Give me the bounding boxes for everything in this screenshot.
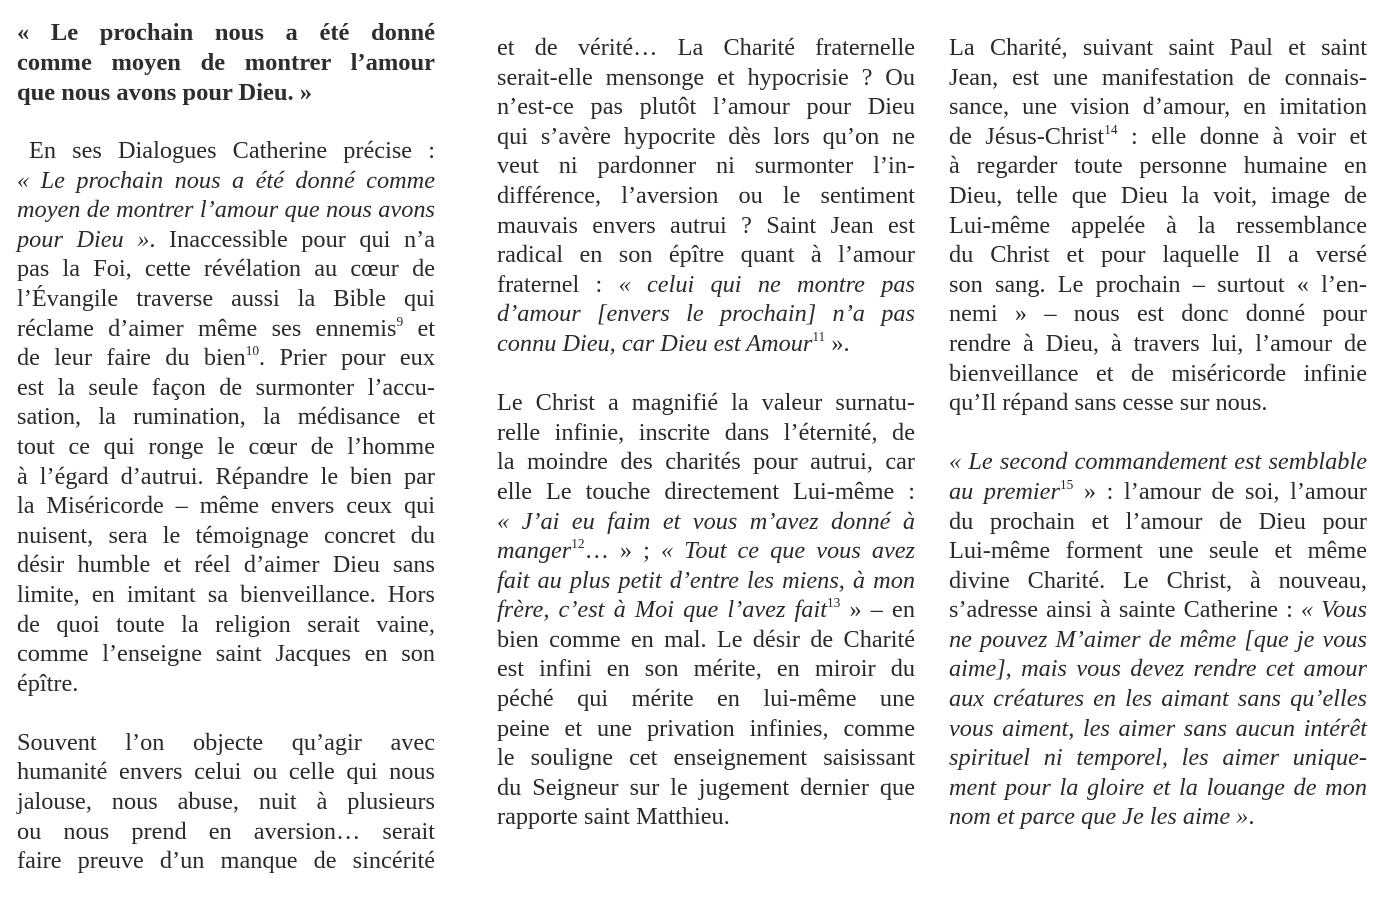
- text-line: peine et une privation infinies, comme: [497, 714, 915, 742]
- text-line: comme l’enseigne saint Jacques en son: [17, 640, 435, 668]
- text-line: péché qui mérite en lui-même une: [497, 685, 915, 713]
- text-line: nuisent, sera le témoignage concret du: [17, 521, 435, 549]
- text-line: divine Charité. Le Christ, à nouveau,: [949, 566, 1367, 594]
- footnote-ref[interactable]: 15: [1059, 476, 1074, 492]
- text-line: [17, 314, 435, 344]
- text-line: mauvais envers autrui ? Saint Jean est: [497, 211, 915, 239]
- text-line: est infini en son mérite, en miroir du: [497, 655, 915, 683]
- body-text: … » ;: [584, 537, 661, 565]
- text-line: différence, l’aversion ou le sentiment: [497, 181, 915, 209]
- text-line: [949, 122, 1367, 152]
- quote-text: vous aiment, les aimer sans aucun intérêt: [949, 714, 1367, 742]
- quote-text: fait au plus petit d’entre les miens, à mon: [497, 566, 915, 594]
- text-line: [497, 566, 915, 596]
- text-line: qu’Il répand sans cesse sur nous.: [949, 389, 1268, 417]
- heading-line: « Le prochain nous a été donné: [17, 19, 435, 46]
- quote-text: ment pour la gloire et la louange de mon: [949, 773, 1367, 801]
- text-line: bien comme en mal. Le désir de Charité: [497, 625, 915, 653]
- text-line: [949, 714, 1367, 744]
- text-line: son sang. Le prochain – surtout « l’en-: [949, 270, 1367, 298]
- footnote-ref[interactable]: 11: [812, 328, 826, 344]
- body-text: réclame d’aimer même ses ennemis: [17, 314, 397, 342]
- column-1: [17, 18, 435, 876]
- text-line: sation, la rumination, la médisance et: [17, 403, 435, 431]
- text-line: nemi » – nous est donc donné pour: [949, 300, 1367, 328]
- body-text: : elle donne à voir et: [1117, 122, 1367, 150]
- body-text: » : l’amour de soi, l’amour: [1073, 477, 1368, 505]
- paragraph: [949, 447, 1367, 832]
- text-line: [949, 684, 1367, 714]
- text-line: l’Évangile traverse aussi la Bible qui: [17, 284, 435, 312]
- text-line: [949, 625, 1367, 655]
- quote-text: manger: [497, 537, 572, 565]
- quote-text: « Vous: [1300, 596, 1367, 624]
- text-line: [949, 743, 1367, 773]
- text-line: [17, 166, 435, 196]
- quote-text: aux créatures en les aimant sans qu’elles: [949, 685, 1367, 713]
- paragraph: [949, 33, 1367, 418]
- text-line: la Miséricorde – même envers ceux qui: [17, 492, 435, 520]
- text-line: épître.: [17, 669, 79, 697]
- text-line: du prochain et l’amour de Dieu pour: [949, 507, 1367, 535]
- body-text: de leur faire du bien: [17, 344, 246, 372]
- body-text: de Jésus-Christ: [949, 122, 1105, 150]
- pull-quote-heading: [17, 18, 435, 108]
- quote-text: « J’ai eu faim et vous m’avez donné à: [497, 507, 915, 535]
- text-line: désir humble et réel d’aimer Dieu sans: [17, 551, 435, 579]
- text-line: rapporte saint Matthieu.: [497, 803, 730, 831]
- text-line: à regarder toute personne humaine en: [949, 152, 1367, 180]
- quote-text: aime], mais vous devez rendre cet amour: [949, 655, 1367, 683]
- footnote-ref[interactable]: 10: [245, 343, 260, 359]
- quote-text: ne pouvez M’aimer de même [que je vous: [949, 625, 1367, 653]
- paragraph: [17, 728, 435, 876]
- text-line: Jean, est une manifestation de connais-: [949, 63, 1367, 91]
- text-line: faire preuve d’un manque de sincérité: [17, 847, 435, 875]
- quote-text: nom et parce que Je les aime »: [949, 803, 1249, 831]
- quote-text: d’amour [envers le prochain] n’a pas: [497, 300, 915, 328]
- text-line: Dieu, telle que Dieu la voit, image de: [949, 181, 1367, 209]
- text-line: Le Christ a magnifié la valeur surnatu-: [497, 389, 915, 417]
- quote-text: frère, c’est à Moi que l’avez fait: [497, 596, 827, 624]
- text-line: veut ni pardonner ni surmonter l’in-: [497, 152, 915, 180]
- footnote-ref[interactable]: 12: [571, 536, 585, 552]
- text-line: [497, 536, 915, 566]
- text-line: radical en son épître quant à l’amour: [497, 241, 915, 269]
- footnote-ref[interactable]: 14: [1104, 121, 1118, 137]
- paragraph: [17, 136, 435, 698]
- quote-text: moyen de montrer l’amour que nous avons: [17, 196, 435, 224]
- text-line: est la seule façon de surmonter l’accu-: [17, 373, 435, 401]
- quote-text: « Le second commandement est semblable: [949, 448, 1367, 476]
- text-line: [949, 654, 1367, 684]
- text-line: [949, 447, 1367, 477]
- text-line: [17, 343, 435, 373]
- text-line: humanité envers celui ou celle qui nous: [17, 758, 435, 786]
- column-2: [497, 33, 915, 832]
- quote-text: « Le prochain nous a été donné comme: [17, 166, 435, 194]
- text-line: jalouse, nous abuse, nuit à plusieurs: [17, 788, 435, 816]
- body-text: fraternel :: [497, 270, 619, 298]
- text-line: la moindre des charités pour autrui, car: [497, 448, 915, 476]
- text-line: [949, 477, 1367, 507]
- text-line: limite, en imitant sa bienveillance. Hors: [17, 580, 435, 608]
- text-line: [497, 595, 915, 625]
- text-line: [949, 802, 1367, 832]
- quote-text: spirituel ni temporel, les aimer unique-: [949, 744, 1367, 772]
- text-line: à l’égard d’autrui. Répandre le bien par: [17, 462, 435, 490]
- text-line: [949, 595, 1367, 625]
- body-text: et: [403, 314, 435, 342]
- text-line: Lui-même appelée à la ressemblance: [949, 211, 1367, 239]
- text-line: En ses Dialogues Catherine précise :: [29, 137, 435, 164]
- body-text: » – en: [840, 596, 915, 624]
- quote-text: connu Dieu, car Dieu est Amour: [497, 329, 813, 357]
- text-line: qui s’avère hypocrite dès lors qu’on ne: [497, 122, 915, 150]
- column-3: [949, 33, 1367, 832]
- text-line: pas la Foi, cette révélation au cœur de: [17, 255, 435, 283]
- text-line: [497, 270, 915, 300]
- text-line: bienveillance et de miséricorde infinie: [949, 359, 1367, 387]
- text-line: [17, 195, 435, 225]
- text-line: [497, 329, 915, 359]
- text-line: tout ce qui ronge le cœur de l’homme: [17, 432, 435, 460]
- text-line: relle infinie, inscrite dans l’éternité, de: [497, 418, 915, 446]
- body-text: . Prier pour eux: [259, 344, 435, 372]
- paragraph: [497, 33, 915, 359]
- text-line: elle Le touche directement Lui-même :: [497, 477, 915, 505]
- text-line: serait-elle mensonge et hypocrisie ? Ou: [497, 63, 915, 91]
- text-line: et de vérité… La Charité fraternelle: [497, 34, 915, 61]
- text-line: le souligne cet enseignement saisissant: [497, 744, 915, 772]
- quote-text: « celui qui ne montre pas: [618, 270, 915, 298]
- body-text: . Inaccessible pour qui n’a: [149, 225, 435, 253]
- text-line: sance, une vision d’amour, en imitation: [949, 93, 1367, 121]
- text-line: [949, 773, 1367, 803]
- footnote-ref[interactable]: 9: [396, 313, 404, 329]
- body-text: s’adresse ainsi à sainte Catherine :: [949, 596, 1301, 624]
- heading-line: que nous avons pour Dieu. »: [17, 79, 313, 106]
- text-line: Lui-même forment une seule et même: [949, 537, 1367, 565]
- text-line: du Christ et pour laquelle Il a versé: [949, 241, 1367, 269]
- paragraph: [497, 388, 915, 832]
- text-line: n’est-ce pas plutôt l’amour pour Dieu: [497, 93, 915, 121]
- quote-text: pour Dieu »: [17, 225, 150, 253]
- text-line: La Charité, suivant saint Paul et saint: [949, 34, 1367, 61]
- text-line: ou nous prend en aversion… serait: [17, 817, 435, 845]
- text-line: de quoi toute la religion serait vaine,: [17, 610, 435, 638]
- text-line: Souvent l’on objecte qu’agir avec: [17, 728, 435, 756]
- text-line: [17, 225, 435, 255]
- quote-text: au premier: [949, 477, 1060, 505]
- footnote-ref[interactable]: 13: [826, 595, 841, 611]
- text-line: [497, 299, 915, 329]
- quote-text: « Tout ce que vous avez: [660, 537, 915, 565]
- text-line: du Seigneur sur le jugement dernier que: [497, 773, 915, 801]
- body-text: .: [1248, 803, 1255, 831]
- heading-line: comme moyen de montrer l’amour: [17, 49, 435, 76]
- text-line: rendre à Dieu, à travers lui, l’amour de: [949, 329, 1367, 357]
- text-line: [497, 507, 915, 537]
- body-text: ».: [825, 329, 850, 357]
